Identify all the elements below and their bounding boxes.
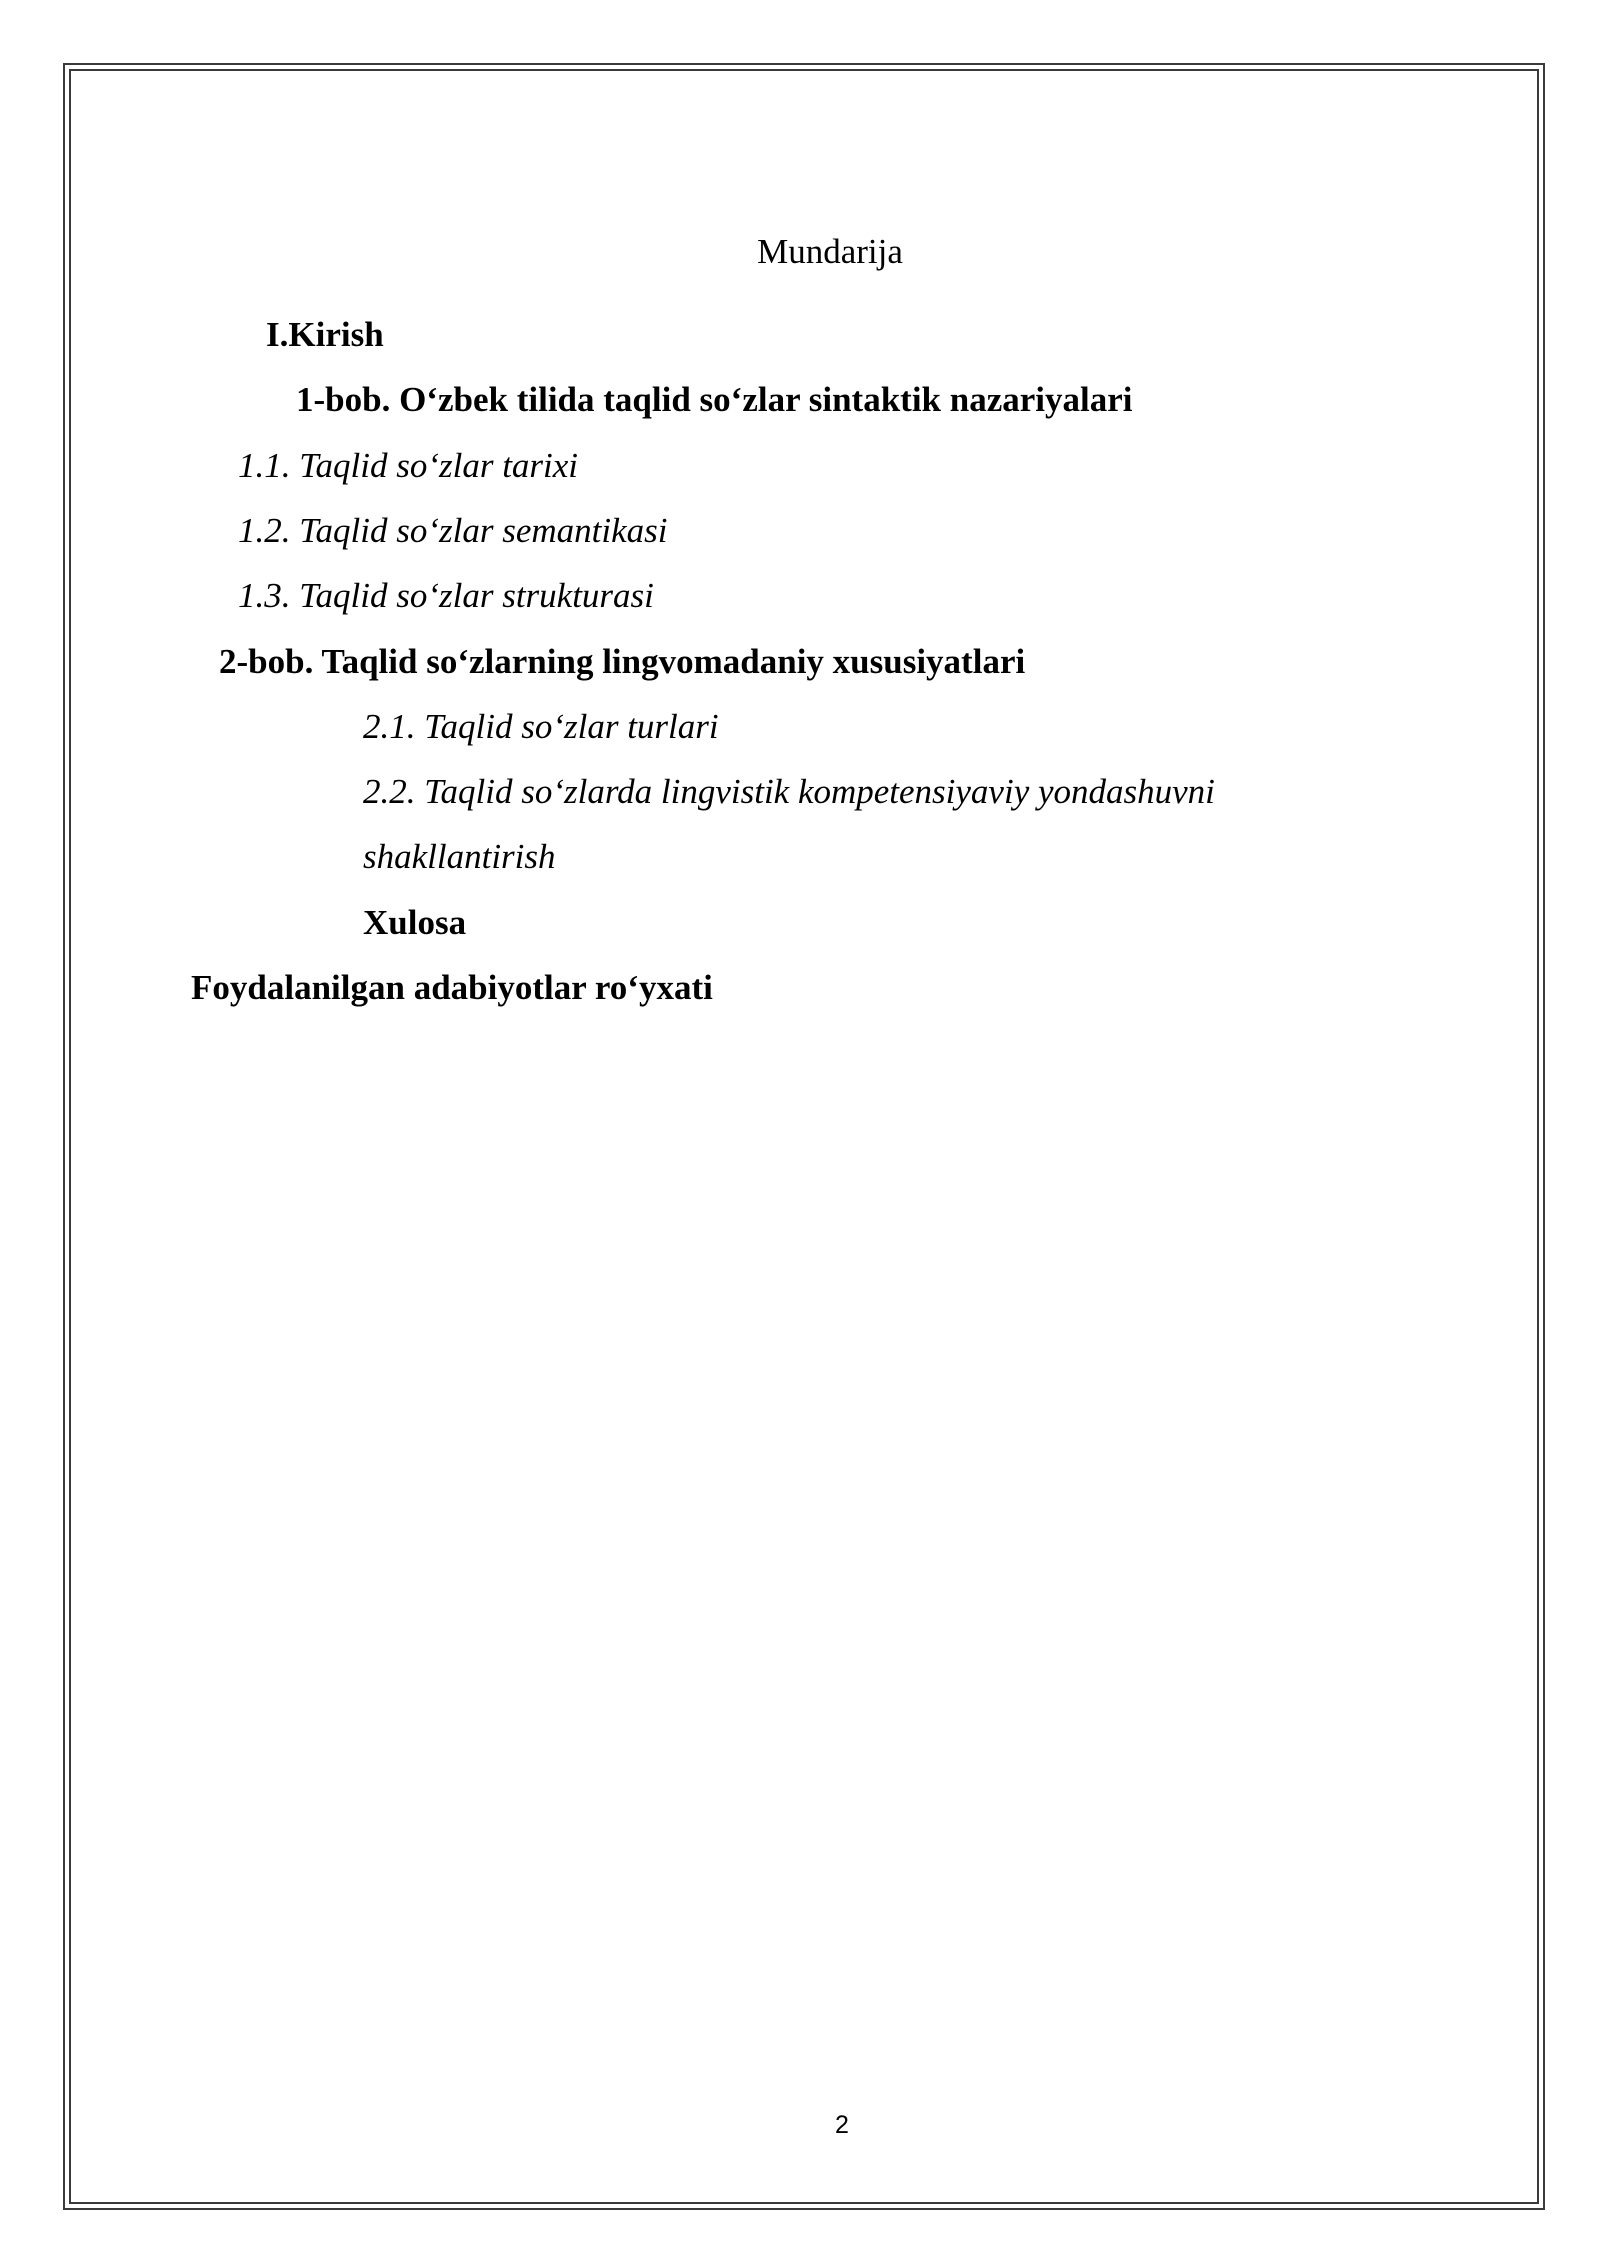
toc-item-2-2: 2.2. Taqlid so‘zlarda lingvistik kompetensiyaviy yondashuvni [363, 772, 1215, 811]
toc-item-chapter-2: 2-bob. Taqlid so‘zlarning lingvomadaniy xususiyatlari [219, 642, 1026, 681]
page-title: Mundarija [757, 232, 903, 271]
toc-item-xulosa: Xulosa [363, 903, 467, 942]
toc-item-kirish: I.Kirish [266, 315, 384, 354]
toc-item-references: Foydalanilgan adabiyotlar ro‘yxati [191, 968, 713, 1007]
toc-item-2-2-cont: shakllantirish [363, 837, 556, 876]
toc-item-1-1: 1.1. Taqlid so‘zlar tarixi [238, 446, 579, 485]
page-number: 2 [835, 2111, 849, 2139]
toc-item-chapter-1: 1-bob. O‘zbek tilida taqlid so‘zlar sintaktik nazariyalari [296, 380, 1133, 419]
toc-item-1-2: 1.2. Taqlid so‘zlar semantikasi [238, 511, 668, 550]
toc-item-2-1: 2.1. Taqlid so‘zlar turlari [363, 707, 719, 746]
toc-item-1-3: 1.3. Taqlid so‘zlar strukturasi [238, 576, 654, 615]
